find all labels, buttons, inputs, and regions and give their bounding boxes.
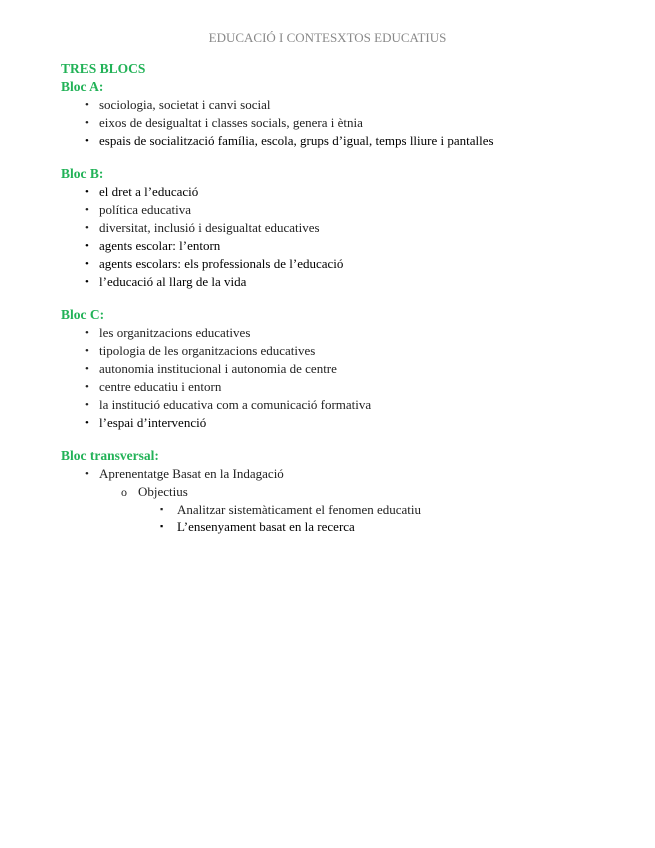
list-item: • l’espai d’intervenció [85,415,207,430]
bullet-icon: • [85,468,89,480]
list-item: • el dret a l’educació [85,184,199,199]
bullet-icon: • [85,276,89,288]
circle-bullet-icon: o [121,485,127,499]
list-item: • eixos de desigualtat i classes socials, genera i ètnia [85,115,363,130]
list-item: • centre educatiu i entorn [85,379,222,394]
list-item: o Objectius [121,484,188,499]
square-bullet-icon: ▪ [160,521,164,531]
list-item: • les organitzacions educatives [85,325,251,340]
list-item: • Aprenentatge Basat en la Indagació [85,466,284,481]
list-item: • agents escolars: els professionals de l’educació [85,256,344,271]
bloc-c-heading: Bloc C: [61,307,105,322]
bullet-icon: • [85,186,89,198]
section-bloc-b [61,165,621,291]
bullet-icon: • [85,399,89,411]
bullet-icon: • [85,258,89,270]
bullet-icon: • [85,363,89,375]
bullet-icon: • [85,240,89,252]
bullet-icon: • [85,327,89,339]
list-item: • autonomia institucional i autonomia de centre [85,361,337,376]
bullet-icon: • [85,204,89,216]
section-bloc-a [61,60,621,150]
list-item: ▪ L’ensenyament basat en la recerca [160,519,355,534]
list-item: • agents escolar: l’entorn [85,238,221,253]
bullet-icon: • [85,345,89,357]
main-heading: TRES BLOCS [61,61,146,76]
bullet-icon: • [85,99,89,111]
list-item: • tipologia de les organitzacions educatives [85,343,316,358]
section-bloc-transversal [61,447,621,535]
bullet-icon: • [85,417,89,429]
section-bloc-c [61,306,621,432]
list-item: • diversitat, inclusió i desigualtat educatives [85,220,320,235]
square-bullet-icon: ▪ [160,504,164,514]
bullet-icon: • [85,381,89,393]
list-item: ▪ Analitzar sistemàticament el fenomen educatiu [160,502,422,517]
document-title: EDUCACIÓ I CONTESXTOS EDUCATIUS [208,30,447,45]
list-item: • política educativa [85,202,192,217]
list-item: • la institució educativa com a comunicació formativa [85,397,372,412]
bloc-transversal-heading: Bloc transversal: [61,448,159,463]
bloc-b-heading: Bloc B: [61,166,104,181]
list-item: • sociologia, societat i canvi social [85,97,271,112]
bullet-icon: • [85,222,89,234]
list-item: • espais de socialització família, escola, grups d’igual, temps lliure i pantalles [85,133,494,148]
bullet-icon: • [85,135,89,147]
list-item: • l’educació al llarg de la vida [85,274,247,289]
bullet-icon: • [85,117,89,129]
bloc-a-heading: Bloc A: [61,79,104,94]
